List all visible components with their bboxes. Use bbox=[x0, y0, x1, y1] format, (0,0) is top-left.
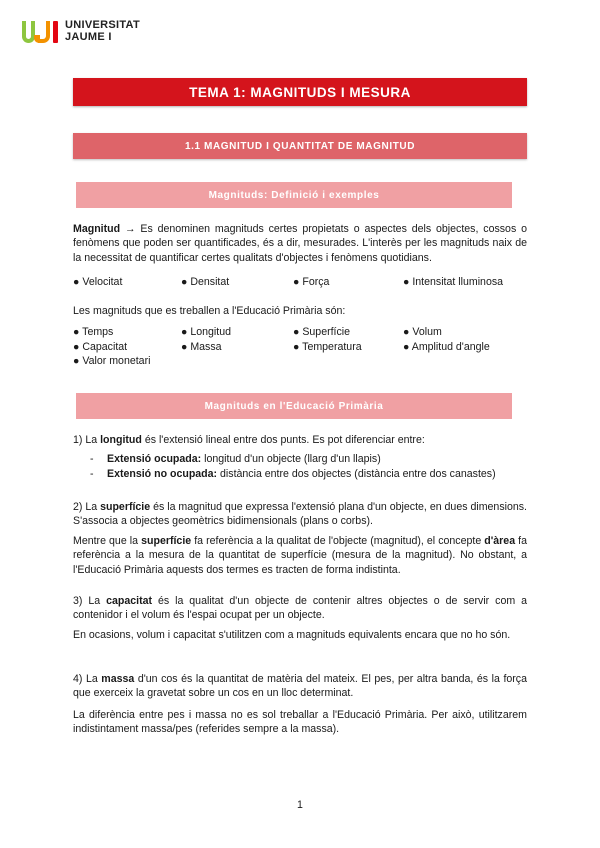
term-extensio-ocupada: Extensió ocupada: bbox=[107, 453, 202, 465]
list-item: ● Temperatura bbox=[293, 340, 362, 353]
text-span: fa referència a la mesura de la quantitat de superfície (mesura de la magnitud). No obstant, a l'Educació Primària aquests dos termes es tracten de forma indistinta. bbox=[73, 535, 527, 576]
term-superficie: superfície bbox=[100, 501, 151, 513]
list-item: ● Superfície bbox=[293, 326, 351, 338]
section-heading: 1.1 MAGNITUD I QUANTITAT DE MAGNITUD bbox=[73, 133, 527, 159]
magnitud-definition bbox=[73, 222, 527, 265]
list-item bbox=[90, 452, 527, 467]
list-item: ● Volum bbox=[403, 326, 442, 338]
magnitud-definition-text: Es denominen magnituds certes propietats o aspectes dels objectes, cossos o fenòmens que poden ser quantificades, és a dir, mesurades. L'interès per les magnituds naix de la necessitat de quantificar certes qualitats d'objectes i fenòmens quotidians. bbox=[73, 223, 527, 264]
primary-intro: Les magnituds que es treballen a l'Educació Primària són: bbox=[73, 305, 346, 317]
paragraph-massa-1 bbox=[73, 672, 527, 701]
paragraph-superficie-1 bbox=[73, 500, 527, 529]
text-span: 3) La bbox=[73, 595, 107, 607]
longitud-list bbox=[90, 452, 527, 483]
list-item: ● Temps bbox=[73, 326, 114, 338]
list-item: ● Amplitud d'angle bbox=[403, 340, 490, 353]
list-item: ● Massa bbox=[181, 340, 222, 353]
list-item: ● Valor monetari bbox=[73, 355, 151, 368]
page-title: TEMA 1: MAGNITUDS I MESURA bbox=[73, 78, 527, 106]
term-capacitat: capacitat bbox=[106, 595, 153, 607]
list-item: ● Intensitat lluminosa bbox=[403, 276, 504, 288]
text-span: 4) La bbox=[73, 673, 102, 685]
paragraph-capacitat-2: En ocasions, volum i capacitat s'utilitzen com a magnituds equivalents encara que no ho són. bbox=[73, 629, 511, 641]
term-extensio-no-ocupada: Extensió no ocupada: bbox=[107, 468, 218, 481]
uji-logo-icon bbox=[22, 19, 58, 43]
paragraph-longitud bbox=[73, 433, 527, 447]
paragraph-capacitat-1 bbox=[73, 594, 527, 623]
university-logo bbox=[22, 19, 140, 43]
logo-text bbox=[65, 19, 140, 43]
page-number: 1 bbox=[297, 799, 303, 811]
term-longitud: longitud bbox=[100, 434, 142, 446]
examples-list-2 bbox=[73, 325, 527, 369]
paragraph-superficie-2 bbox=[73, 534, 527, 577]
subsection-heading-primary: Magnituds en l'Educació Primària bbox=[76, 393, 512, 419]
dash-bullet: - bbox=[90, 468, 94, 481]
list-item: ● Longitud bbox=[181, 326, 231, 338]
dash-bullet: - bbox=[90, 453, 94, 465]
arrow-icon: → bbox=[120, 223, 141, 235]
list-item bbox=[90, 467, 527, 482]
text-span: és l'extensió lineal entre dos punts. Es pot diferenciar entre: bbox=[141, 434, 425, 446]
text-span: Mentre que la bbox=[73, 535, 142, 547]
list-item: ● Capacitat bbox=[73, 340, 128, 353]
text-span: 2) La bbox=[73, 501, 101, 513]
text-span: és la qualitat d'un objecte de contenir altres objectes o de servir com a contenidor i el volum és l'espai ocupat per un objecte. bbox=[73, 595, 527, 622]
list-item: ● Densitat bbox=[181, 276, 230, 288]
magnitud-term: Magnitud bbox=[73, 223, 121, 235]
examples-list-1 bbox=[73, 275, 527, 290]
subsection-heading-definition: Magnituds: Definició i exemples bbox=[76, 182, 512, 208]
logo-line-2: JAUME I bbox=[65, 31, 112, 43]
logo-line-1: UNIVERSITAT bbox=[65, 19, 141, 31]
text-span: 1) La bbox=[73, 434, 101, 446]
term-area: d'àrea bbox=[484, 535, 516, 547]
paragraph-massa-2: La diferència entre pes i massa no es sol treballar a l'Educació Primària. Per això, utilitzarem indistintament massa/pes (referides sempre a la massa). bbox=[73, 709, 527, 736]
text-span: longitud d'un objecte (llarg d'un llapis) bbox=[201, 453, 381, 465]
text-span: és la magnitud que expressa l'extensió plana d'un objecte, en dues dimensions. S'associa a objectes geomètrics bidimensionals (plans o corbs). bbox=[73, 501, 527, 528]
list-item: ● Força bbox=[293, 276, 330, 288]
text-span: d'un cos és la quantitat de matèria del mateix. El pes, per altra banda, és la força que exerceix la gravetat sobre un cos en un lloc determinat. bbox=[73, 673, 527, 700]
term-superficie: superfície bbox=[141, 535, 192, 547]
term-massa: massa bbox=[101, 673, 135, 685]
list-item: ● Velocitat bbox=[73, 276, 123, 288]
text-span: fa referència a la qualitat de l'objecte (magnitud), el concepte bbox=[191, 535, 485, 547]
text-span: distància entre dos objectes (distància entre dos canastes) bbox=[217, 468, 496, 481]
